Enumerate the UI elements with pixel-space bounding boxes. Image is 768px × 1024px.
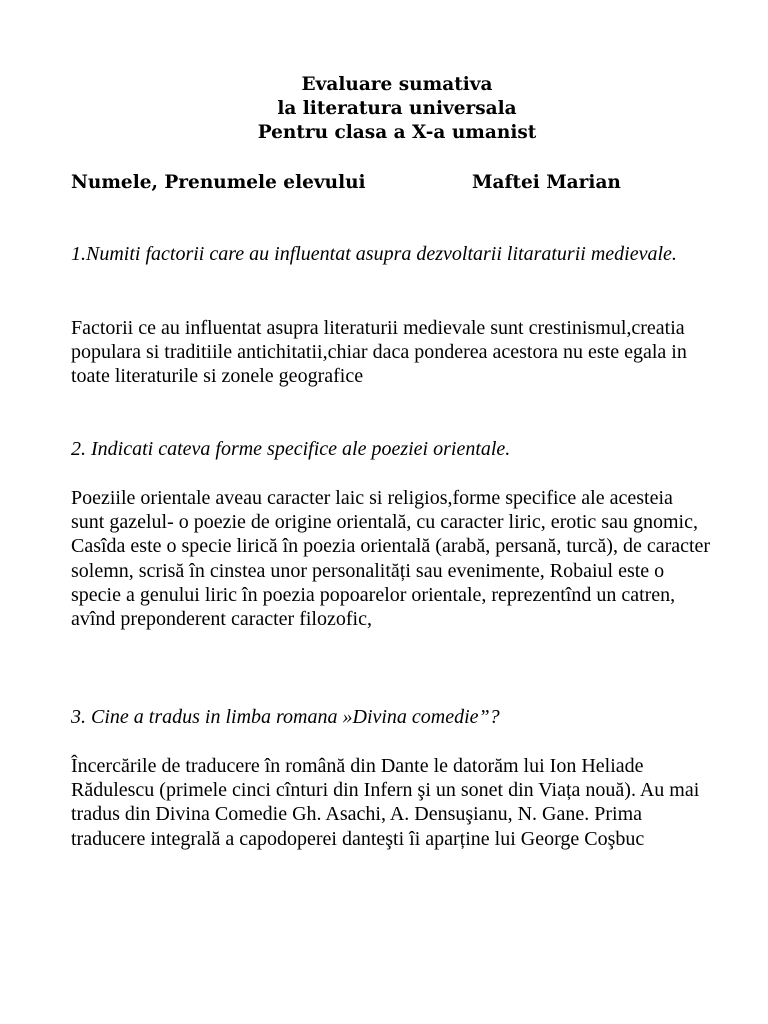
- header-subtitle: la literatura universala: [277, 98, 517, 119]
- document-header: [0, 73, 768, 145]
- student-name-value: Maftei Marian: [472, 172, 621, 193]
- answer-1: Factorii ce au influentat asupra literaturii medievale sunt crestinismul,creatia populara si traditiile antichitatii,chiar daca ponderea acestora nu este egala in toate literaturile si zonele geografice: [71, 317, 687, 388]
- header-title: Evaluare sumativa: [301, 74, 493, 95]
- answer-2: Poeziile orientale aveau caracter laic si religios,forme specifice ale acesteia sunt gazelul- o poezie de origine orientală, cu caracter liric, erotic sau gnomic, Casîda este o specie lirică în poezia orientală (arabă, persană, turcă), de caracter solemn, scrisă în cinstea unor personalități sau evenimente, Robaiul este o specie a genului liric în poezia popoarelor orientale, reprezentînd un catren, avînd preponderent caracter filozofic,: [71, 487, 711, 631]
- header-class-line: Pentru clasa a X-a umanist: [257, 122, 537, 143]
- question-3: 3. Cine a tradus in limba romana »Divina comedie”?: [71, 706, 500, 728]
- student-name-label: Numele, Prenumele elevului: [71, 172, 366, 193]
- question-1: 1.Numiti factorii care au influentat asupra dezvoltarii litaraturii medievale.: [71, 243, 677, 265]
- answer-3: Încercările de traducere în română din Dante le datorăm lui Ion Heliade Rădulescu (primele cinci cînturi din Infern şi un sonet din Viața nouă). Au mai tradus din Divina Comedie Gh. Asachi, A. Densuşianu, N. Gane. Prima traducere integrală a capodoperei danteşti îi aparține lui George Coşbuc: [71, 755, 700, 850]
- question-2: 2. Indicati cateva forme specifice ale poeziei orientale.: [71, 438, 511, 460]
